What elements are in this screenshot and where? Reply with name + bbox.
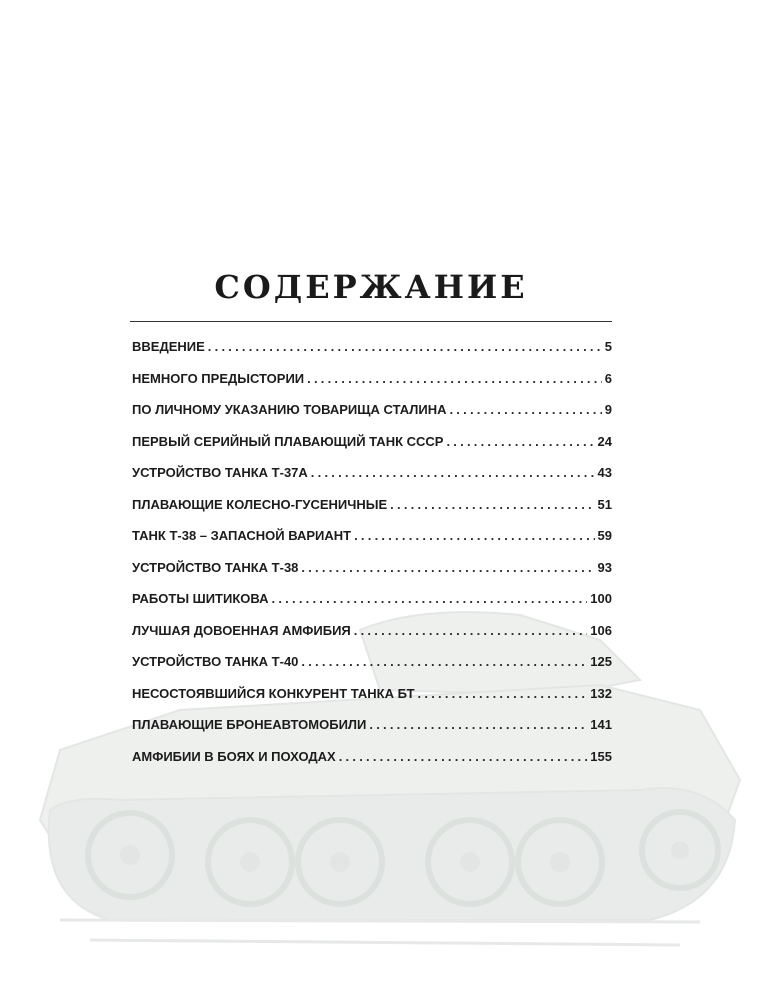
toc-page-number: 125 — [590, 654, 612, 669]
dot-leader — [208, 339, 602, 354]
toc-page-number: 5 — [604, 339, 612, 354]
toc-entry[interactable] — [132, 686, 612, 718]
dot-leader — [307, 371, 602, 386]
dot-leader — [301, 654, 587, 669]
toc-entry[interactable] — [132, 654, 612, 686]
toc-page-number: 106 — [590, 622, 612, 638]
toc-entry-title: УСТРОЙСТВО ТАНКА Т-40 — [132, 654, 299, 669]
toc-page-number: 6 — [604, 370, 612, 386]
toc-entry[interactable] — [132, 402, 612, 434]
dot-leader — [301, 560, 594, 575]
toc-page-number: 141 — [590, 717, 612, 732]
dot-leader — [339, 749, 588, 764]
dot-leader — [369, 717, 587, 732]
toc-entry-title: НЕСОСТОЯВШИЙСЯ КОНКУРЕНТ ТАНКА БТ — [132, 685, 415, 701]
toc-entry[interactable] — [132, 623, 612, 655]
toc-entry-title: УСТРОЙСТВО ТАНКА Т-37А — [132, 465, 308, 480]
dot-leader — [390, 497, 594, 512]
dot-leader — [449, 402, 601, 417]
table-of-contents — [132, 339, 612, 780]
dot-leader — [418, 686, 588, 701]
toc-entry[interactable] — [132, 560, 612, 592]
toc-entry[interactable] — [132, 749, 612, 781]
page-title: СОДЕРЖАНИЕ — [214, 268, 528, 306]
dot-leader — [354, 623, 588, 638]
toc-entry-title: ПЛАВАЮЩИЕ БРОНЕАВТОМОБИЛИ — [132, 717, 367, 732]
toc-entry-title: ВВЕДЕНИЕ — [132, 339, 205, 354]
toc-entry-title: ПО ЛИЧНОМУ УКАЗАНИЮ ТОВАРИЩА СТАЛИНА — [132, 402, 447, 417]
toc-entry-title: РАБОТЫ ШИТИКОВА — [132, 591, 269, 606]
toc-entry[interactable] — [132, 434, 612, 466]
dot-leader — [311, 465, 595, 480]
dot-leader — [272, 591, 588, 606]
toc-entry[interactable] — [132, 465, 612, 497]
toc-entry-title: АМФИБИИ В БОЯХ И ПОХОДАХ — [132, 748, 336, 764]
toc-page-number: 59 — [597, 528, 612, 543]
toc-page-number: 93 — [597, 559, 612, 575]
toc-entry[interactable] — [132, 497, 612, 529]
toc-page-number: 100 — [590, 591, 612, 606]
dot-leader — [354, 528, 594, 543]
toc-page-number: 132 — [590, 685, 612, 701]
dot-leader — [446, 434, 594, 449]
toc-entry[interactable] — [132, 591, 612, 623]
toc-entry[interactable] — [132, 339, 612, 371]
toc-entry-title: ЛУЧШАЯ ДОВОЕННАЯ АМФИБИЯ — [132, 622, 351, 638]
toc-page-number: 43 — [597, 465, 612, 480]
toc-page-number: 24 — [597, 433, 612, 449]
toc-entry[interactable] — [132, 717, 612, 749]
toc-page-number: 9 — [604, 402, 612, 417]
toc-page-number: 51 — [597, 496, 612, 512]
toc-entry-title: ПЕРВЫЙ СЕРИЙНЫЙ ПЛАВАЮЩИЙ ТАНК СССР — [132, 433, 444, 449]
toc-entry[interactable] — [132, 528, 612, 560]
toc-page-number: 155 — [590, 748, 612, 764]
title-divider — [130, 321, 612, 322]
toc-entry-title: НЕМНОГО ПРЕДЫСТОРИИ — [132, 370, 305, 386]
toc-entry[interactable] — [132, 371, 612, 403]
toc-entry-title: ТАНК Т-38 – ЗАПАСНОЙ ВАРИАНТ — [132, 528, 352, 543]
toc-entry-title: ПЛАВАЮЩИЕ КОЛЕСНО-ГУСЕНИЧНЫЕ — [132, 496, 388, 512]
toc-entry-title: УСТРОЙСТВО ТАНКА Т-38 — [132, 559, 299, 575]
